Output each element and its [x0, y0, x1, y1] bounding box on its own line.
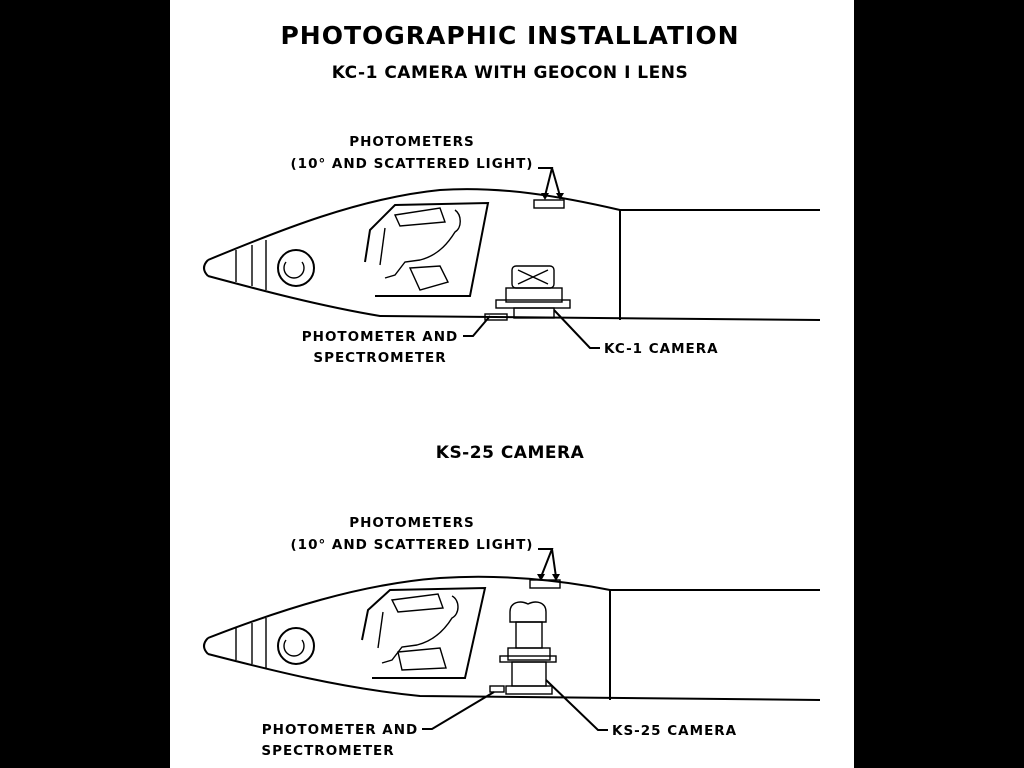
kc1-camera [485, 266, 570, 320]
ks25-photometers-label-line1: PHOTOMETERS [349, 515, 475, 531]
kc1-photometers-label-line2: (10° AND SCATTERED LIGHT) [290, 156, 534, 172]
ks25-figure [204, 443, 820, 759]
kc1-photometer-spectrometer-leader [463, 316, 490, 336]
kc1-photometer-spectrometer-label-line2: SPECTROMETER [313, 350, 447, 366]
ks25-camera-leader [546, 680, 608, 730]
kc1-camera-label: KC-1 CAMERA [604, 341, 719, 357]
ks25-heading: KS-25 CAMERA [435, 443, 585, 463]
ks25-photometers-label-line2: (10° AND SCATTERED LIGHT) [290, 537, 534, 553]
kc1-photometers-box [534, 200, 564, 208]
kc1-camera-leader [554, 310, 600, 348]
ks25-camera-label: KS-25 CAMERA [612, 723, 738, 739]
kc1-heading: KC-1 CAMERA WITH GEOCON I LENS [331, 63, 689, 83]
ks25-photometer-spectrometer-label-line2: SPECTROMETER [261, 743, 395, 759]
kc1-figure [204, 63, 820, 366]
page-title: PHOTOGRAPHIC INSTALLATION [280, 21, 740, 50]
kc1-photometers-label-line1: PHOTOMETERS [349, 134, 475, 150]
ks25-photometer-spectrometer-leader [422, 692, 494, 729]
ks25-photometers-leader [538, 549, 552, 577]
ks25-photometer-spectrometer-label-line1: PHOTOMETER AND [261, 722, 419, 738]
kc1-photometers-leader [538, 168, 552, 196]
kc1-photometer-spectrometer-label-line1: PHOTOMETER AND [301, 329, 459, 345]
